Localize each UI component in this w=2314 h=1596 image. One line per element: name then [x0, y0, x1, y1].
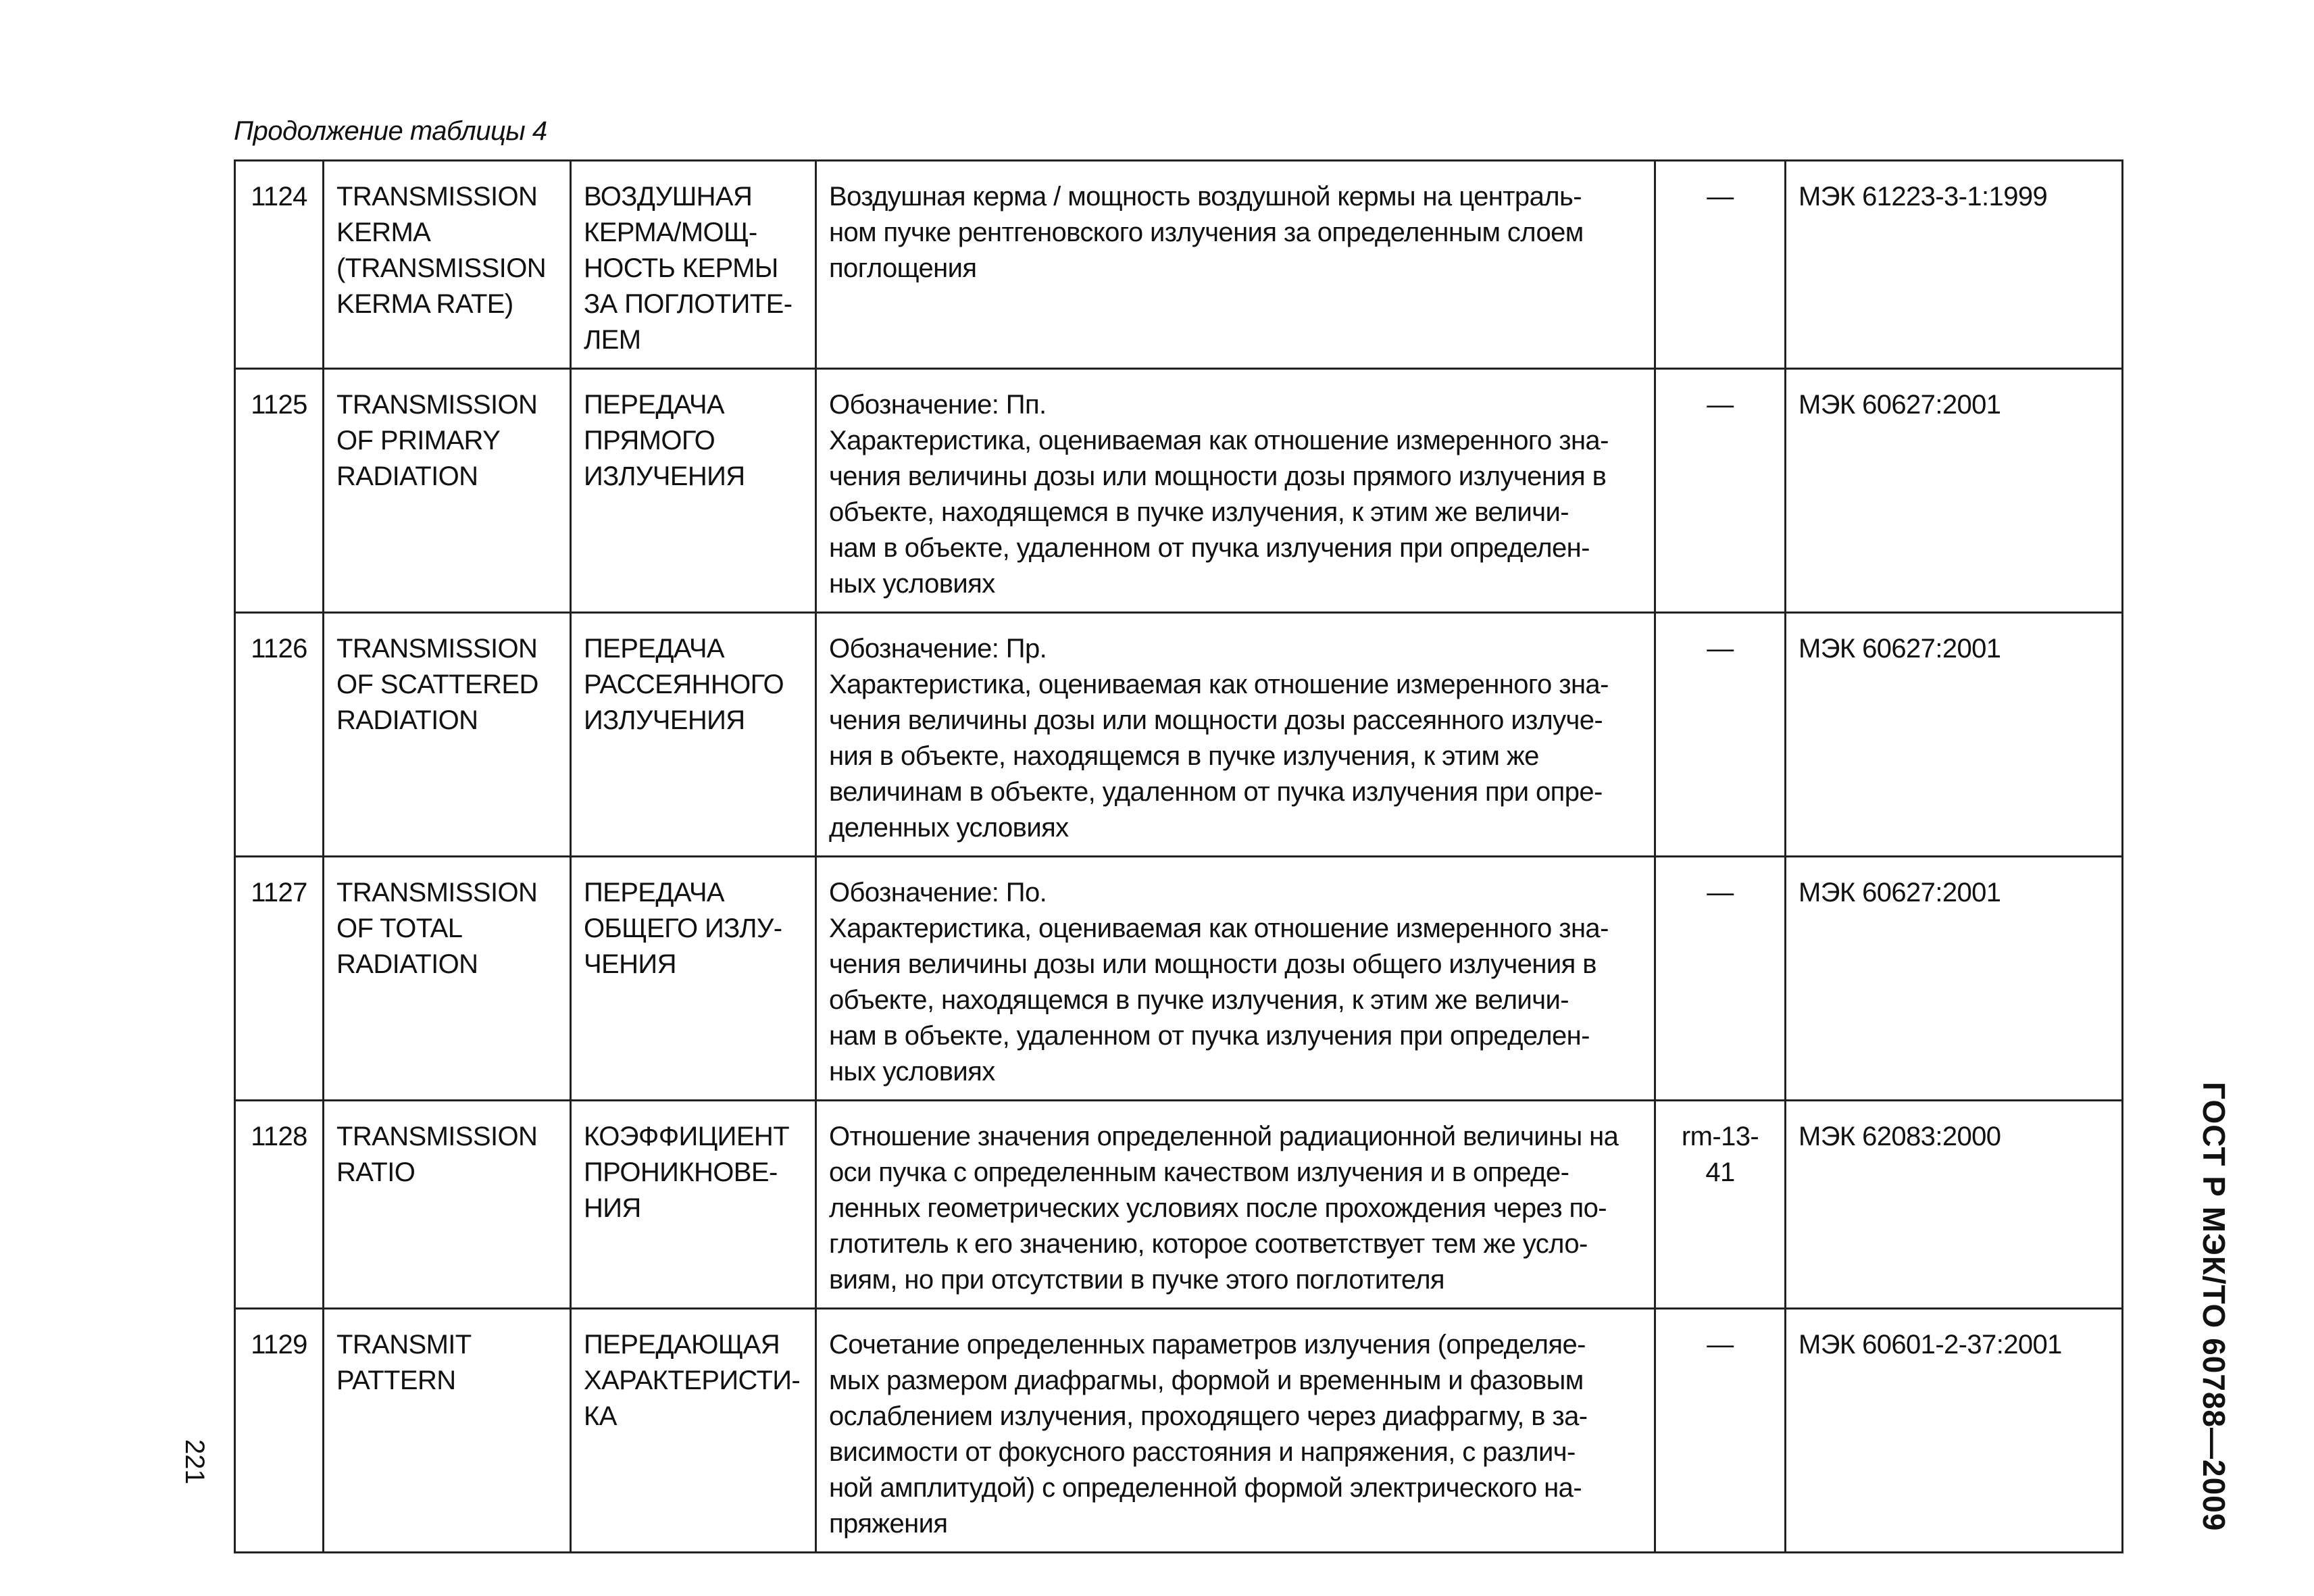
russian-term: КОЭФФИЦИЕНТ ПРОНИКНОВЕ- НИЯ — [571, 1101, 816, 1309]
english-term: TRANSMISSION KERMA (TRANSMISSION KERMA RATE) — [324, 161, 571, 369]
definition-line: Обозначение: По. — [829, 878, 1047, 907]
definition-line: глотитель к его значению, которое соответствует тем же усло- — [829, 1229, 1588, 1259]
definition-line: оси пучка с определенным качеством излучения и в опреде- — [829, 1157, 1569, 1187]
definition-line: Характеристика, оцениваемая как отношение измеренного зна- — [829, 670, 1609, 699]
definition-line: ных условиях — [829, 1057, 995, 1087]
table-row — [235, 857, 2123, 1101]
russian-term: ПЕРЕДАЧА ПРЯМОГО ИЗЛУЧЕНИЯ — [571, 369, 816, 613]
source-reference: МЭК 60627:2001 — [1786, 369, 2123, 613]
russian-term: ПЕРЕДАЮЩАЯ ХАРАКТЕРИСТИ- КА — [571, 1309, 816, 1553]
table-body — [235, 161, 2123, 1553]
term-symbol: — — [1655, 161, 1786, 369]
definition-line: поглощения — [829, 253, 977, 283]
definition-line: чения величины дозы или мощности дозы прямого излучения в — [829, 462, 1607, 491]
definition-line: ном пучке рентгеновского излучения за определенным слоем — [829, 218, 1584, 247]
definition-line: мых размером диафрагмы, формой и временным и фазовым — [829, 1366, 1584, 1395]
term-definition — [816, 1309, 1655, 1553]
term-symbol: — — [1655, 857, 1786, 1101]
table-row — [235, 1101, 2123, 1309]
table-row — [235, 369, 2123, 613]
term-number: 1129 — [235, 1309, 324, 1553]
table-caption: Продолжение таблицы 4 — [234, 116, 547, 146]
definition-line: Сочетание определенных параметров излучения (определяе- — [829, 1330, 1586, 1360]
english-term: TRANSMISSION OF PRIMARY RADIATION — [324, 369, 571, 613]
english-term: TRANSMISSION RATIO — [324, 1101, 571, 1309]
term-definition — [816, 1101, 1655, 1309]
term-number: 1127 — [235, 857, 324, 1101]
definition-line: Обозначение: Пп. — [829, 390, 1047, 420]
source-reference: МЭК 60627:2001 — [1786, 613, 2123, 857]
term-number: 1126 — [235, 613, 324, 857]
russian-term: ПЕРЕДАЧА РАССЕЯННОГО ИЗЛУЧЕНИЯ — [571, 613, 816, 857]
russian-term: ПЕРЕДАЧА ОБЩЕГО ИЗЛУ- ЧЕНИЯ — [571, 857, 816, 1101]
english-term: TRANSMISSION OF TOTAL RADIATION — [324, 857, 571, 1101]
term-definition — [816, 161, 1655, 369]
source-reference: МЭК 60601-2-37:2001 — [1786, 1309, 2123, 1553]
term-definition — [816, 613, 1655, 857]
definition-line: Отношение значения определенной радиационной величины на — [829, 1122, 1619, 1151]
term-definition — [816, 369, 1655, 613]
definition-line: ных условиях — [829, 569, 995, 599]
definition-line: ослаблением излучения, проходящего через диафрагму, в за- — [829, 1401, 1588, 1431]
source-reference: МЭК 60627:2001 — [1786, 857, 2123, 1101]
definition-line: объекте, находящемся в пучке излучения, к этим же величи- — [829, 985, 1569, 1015]
definition-line: ния в объекте, находящемся в пучке излучения, к этим же — [829, 741, 1539, 771]
term-symbol: rm-13-41 — [1655, 1101, 1786, 1309]
definition-line: Обозначение: Пр. — [829, 634, 1047, 664]
definition-line: чения величины дозы или мощности дозы рассеянного излуче- — [829, 705, 1603, 735]
definition-line: объекте, находящемся в пучке излучения, к этим же величи- — [829, 497, 1569, 527]
definition-line: чения величины дозы или мощности дозы общего излучения в — [829, 949, 1596, 979]
table-row — [235, 161, 2123, 369]
definition-line: Характеристика, оцениваемая как отношение измеренного зна- — [829, 426, 1609, 455]
term-number: 1125 — [235, 369, 324, 613]
definition-line: нам в объекте, удаленном от пучка излучения при определен- — [829, 533, 1590, 563]
definition-line: деленных условиях — [829, 813, 1069, 843]
term-number: 1124 — [235, 161, 324, 369]
definition-line: ной амплитудой) с определенной формой электрического на- — [829, 1473, 1582, 1503]
definition-line: ленных геометрических условиях после прохождения через по- — [829, 1193, 1607, 1223]
definition-line: висимости от фокусного расстояния и напряжения, с различ- — [829, 1437, 1576, 1467]
page-number: 221 — [180, 1439, 209, 1485]
definition-line: пряжения — [829, 1509, 948, 1539]
definition-line: Характеристика, оцениваемая как отношение измеренного зна- — [829, 914, 1609, 943]
definition-line: виям, но при отсутствии в пучке этого поглотителя — [829, 1265, 1444, 1295]
document-side-title: ГОСТ Р МЭК/ТО 60788—2009 — [2196, 1082, 2232, 1532]
term-definition — [816, 857, 1655, 1101]
russian-term: ВОЗДУШНАЯ КЕРМА/МОЩ- НОСТЬ КЕРМЫ ЗА ПОГЛОТИТЕ- ЛЕМ — [571, 161, 816, 369]
table-row — [235, 613, 2123, 857]
terms-table — [234, 159, 2123, 1553]
english-term: TRANSMISSION OF SCATTERED RADIATION — [324, 613, 571, 857]
table-row — [235, 1309, 2123, 1553]
source-reference: МЭК 61223-3-1:1999 — [1786, 161, 2123, 369]
definition-line: нам в объекте, удаленном от пучка излучения при определен- — [829, 1021, 1590, 1051]
definition-line: Воздушная керма / мощность воздушной кермы на централь- — [829, 182, 1582, 211]
term-number: 1128 — [235, 1101, 324, 1309]
definition-line: величинам в объекте, удаленном от пучка излучения при опре- — [829, 777, 1603, 807]
source-reference: МЭК 62083:2000 — [1786, 1101, 2123, 1309]
english-term: TRANSMIT PATTERN — [324, 1309, 571, 1553]
term-symbol: — — [1655, 369, 1786, 613]
term-symbol: — — [1655, 1309, 1786, 1553]
term-symbol: — — [1655, 613, 1786, 857]
